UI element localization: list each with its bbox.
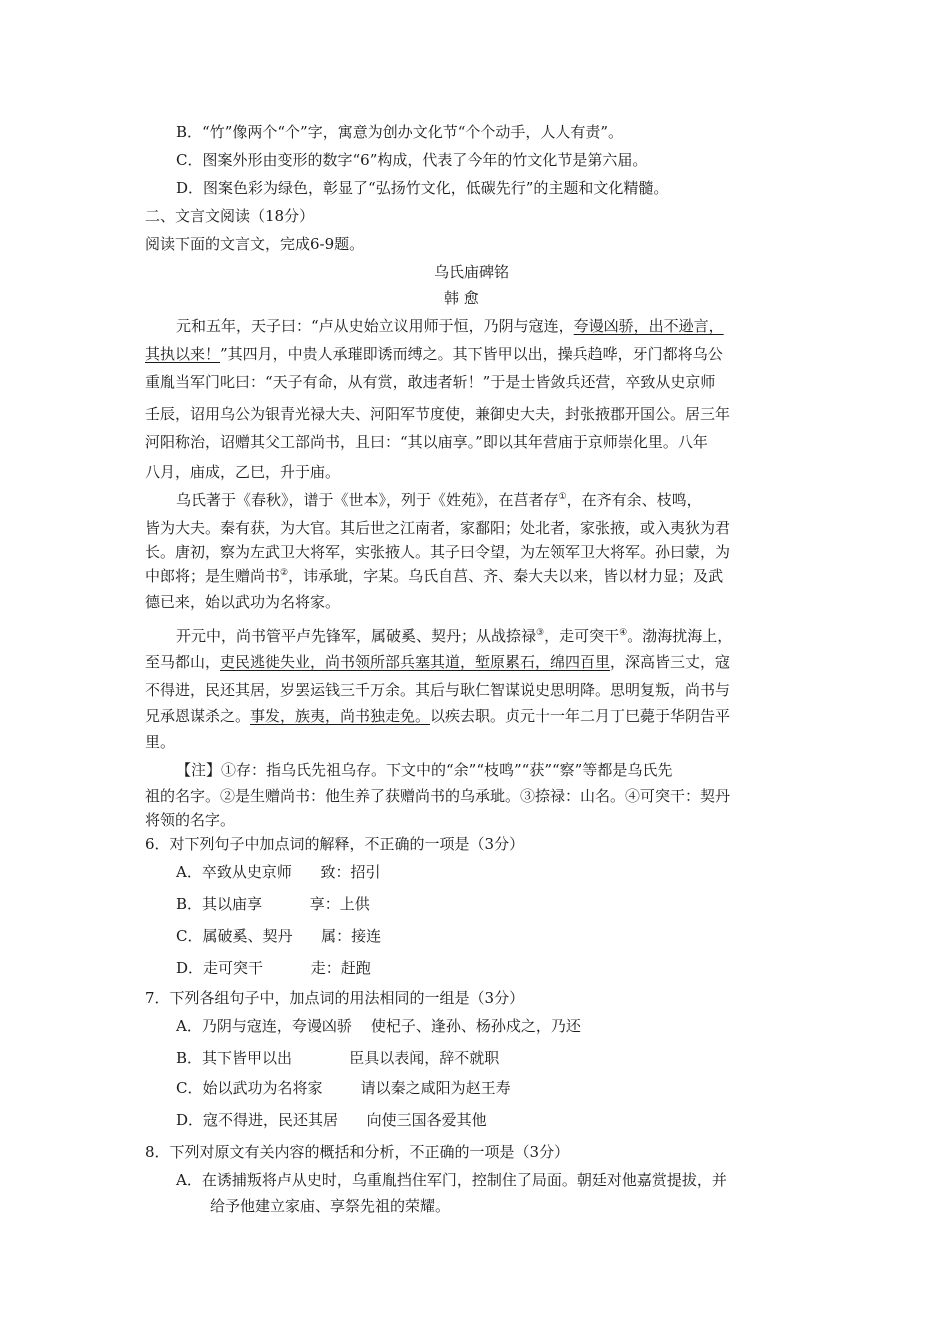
option-d-emblem: D．图案色彩为绿色，彰显了“弘扬竹文化，低碳先行”的主题和文化精髓。 bbox=[176, 179, 669, 197]
question-8-option-a: A．在诱捕叛将卢从史时，乌重胤挡住军门，控制住了局面。朝廷对他嘉赏提拔，并 bbox=[176, 1171, 727, 1189]
p1-line-6: 八月，庙成，乙巳，升于庙。 bbox=[145, 463, 341, 481]
p1-line-5: 河阳称治，诏赠其父工部尚书，且曰：“其以庙享。”即以其年营庙于京师崇化里。八年 bbox=[145, 433, 708, 451]
article-author: 韩 愈 bbox=[444, 289, 479, 307]
p2-text: 中郎将；是生赠尚书 bbox=[145, 567, 281, 585]
option-b-emblem: B．“竹”像两个“个”字，寓意为创办文化节“个个动手，人人有责”。 bbox=[176, 123, 624, 141]
question-7-stem: 7．下列各组句子中，加点词的用法相同的一组是（3分） bbox=[145, 989, 525, 1007]
footnote-ref-4: ④ bbox=[619, 628, 628, 638]
footnote-ref-1: ① bbox=[558, 492, 567, 502]
p3-text: 以疾去职。贞元十一年二月丁巳薨于华阴告平 bbox=[430, 707, 731, 725]
p2-text: ，讳承玼，字某。乌氏自莒、齐、秦大夫以来，皆以材力显；及武 bbox=[288, 567, 724, 585]
p3-line-1 bbox=[176, 626, 732, 646]
underlined-sentence-2: 吏民逃徙失业，尚书领所部兵塞其道，堑原累石，绵四百里 bbox=[220, 653, 611, 671]
p3-text: 。渤海扰海上， bbox=[627, 627, 733, 645]
footnote-ref-3: ③ bbox=[536, 628, 545, 638]
p3-text: 开元中，尚书管平卢先锋军，属破奚、契丹；从战捺禄 bbox=[176, 627, 537, 645]
section-heading: 二、文言文阅读（18分） bbox=[145, 207, 315, 225]
p3-text: 兄承恩谋杀之。 bbox=[145, 707, 251, 725]
p2-line-2: 皆为大夫。秦有获，为大官。其后世之江南者，家鄱阳；处北者，家张掖，或入夷狄为君 bbox=[145, 519, 731, 537]
question-8-stem: 8．下列对原文有关内容的概括和分析，不正确的一项是（3分） bbox=[145, 1143, 570, 1161]
article-title: 乌氏庙碑铭 bbox=[434, 263, 510, 281]
p2-line-4 bbox=[145, 566, 723, 586]
question-6-option-d: D．走可突干 走：赶跑 bbox=[176, 959, 371, 977]
question-6-stem: 6．对下列句子中加点词的解释，不正确的一项是（3分） bbox=[145, 835, 525, 853]
question-7-option-b: B．其下皆甲以出 臣具以表闻，辞不就职 bbox=[176, 1049, 500, 1067]
p2-line-5: 德已来，始以武功为名将家。 bbox=[145, 593, 341, 611]
p1-line-4: 壬辰，诏用乌公为银青光禄大夫、河阳军节度使，兼御史大夫，封张掖郡开国公。居三年 bbox=[145, 405, 731, 423]
notes-line-3: 将领的名字。 bbox=[145, 811, 236, 829]
underlined-sentence-3: 事发，族夷，尚书独走免。 bbox=[250, 707, 431, 725]
p1-text: ”其四月，中贵人承璀即诱而缚之。其下皆甲以出，操兵趋哗，牙门都将乌公 bbox=[220, 345, 723, 363]
p1-text: 元和五年，天子曰：“卢从史始立议用师于恒，乃阴与寇连， bbox=[176, 317, 574, 335]
p3-text: ，深高皆三丈，寇 bbox=[610, 653, 731, 671]
p1-line-2 bbox=[145, 344, 723, 364]
question-7-option-d: D．寇不得进，民还其居 向使三国各爱其他 bbox=[176, 1111, 487, 1129]
p2-line-1 bbox=[176, 490, 702, 510]
option-c-emblem: C．图案外形由变形的数字“6”构成，代表了今年的竹文化节是第六届。 bbox=[176, 151, 648, 169]
p2-text: 乌氏著于《春秋》，谱于《世本》，列于《姓苑》，在莒者存 bbox=[176, 491, 559, 509]
question-7-option-a: A．乃阴与寇连，夸谩凶骄 使杞子、逢孙、杨孙戍之，乃还 bbox=[176, 1017, 581, 1035]
notes-line-1: 【注】①存：指乌氏先祖乌存。下文中的“余”“枝鸣”“获”“察”等都是乌氏先 bbox=[176, 761, 673, 779]
section-instruction: 阅读下面的文言文，完成6-9题。 bbox=[145, 235, 365, 253]
question-6-option-a: A．卒致从史京师 致：招引 bbox=[176, 863, 381, 881]
p3-line-5: 里。 bbox=[145, 733, 176, 751]
p3-line-4 bbox=[145, 706, 730, 726]
p2-text: ，在齐有余、枝鸣， bbox=[566, 491, 702, 509]
p2-line-3: 长。唐初，察为左武卫大将军，实张掖人。其子曰令望，为左领军卫大将军。孙曰蒙，为 bbox=[145, 543, 731, 561]
underlined-sentence-1-cont: 其执以来！ bbox=[145, 345, 221, 363]
question-6-option-b: B．其以庙享 享：上供 bbox=[176, 895, 370, 913]
p1-line-3: 重胤当军门叱曰：“天子有命，从有赏，敢违者斩！”于是士皆敛兵还营，卒致从史京师 bbox=[145, 373, 716, 391]
question-6-option-c: C．属破奚、契丹 属：接连 bbox=[176, 927, 382, 945]
p3-text: ，走可突干 bbox=[544, 627, 620, 645]
underlined-sentence-1: 夸谩凶骄，出不逊言， bbox=[573, 317, 724, 335]
question-7-option-c: C．始以武功为名将家 请以秦之咸阳为赵王寿 bbox=[176, 1079, 511, 1097]
p3-text: 至马都山， bbox=[145, 653, 221, 671]
question-8-option-a-cont: 给予他建立家庙、享祭先祖的荣耀。 bbox=[210, 1197, 451, 1215]
p1-line-1 bbox=[176, 316, 724, 336]
footnote-ref-2: ② bbox=[280, 568, 289, 578]
notes-line-2: 祖的名字。②是生赠尚书：他生养了获赠尚书的乌承玼。③捺禄：山名。④可突干：契丹 bbox=[145, 787, 731, 805]
p3-line-3: 不得进，民还其居，岁罢运钱三千万余。其后与耿仁智谋说史思明降。思明复叛，尚书与 bbox=[145, 681, 731, 699]
p3-line-2 bbox=[145, 652, 730, 672]
